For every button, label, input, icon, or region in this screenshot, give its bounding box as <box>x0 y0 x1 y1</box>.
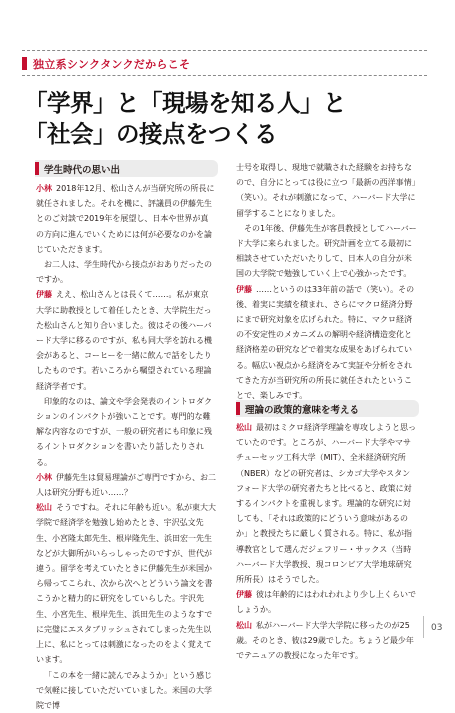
page-number-rule <box>423 616 424 638</box>
speaker-label: 伊藤 <box>236 590 252 599</box>
speaker-label: 小林 <box>36 473 52 482</box>
section-heading-1 <box>35 160 218 177</box>
page-number: 03 <box>431 623 442 633</box>
title-line-2: 「社会」の接点をつくる <box>24 115 277 149</box>
paragraph-text: 彼は年齢的にはわれわれより少し上くらいでしょうか。 <box>236 590 416 614</box>
paragraph-text: 「この本を一緒に読んでみようか」という感じで気軽に接していただいていました。米国の大学院で博 <box>36 671 212 710</box>
column-2-body-bottom <box>236 420 418 663</box>
paragraph-text: 伊藤先生は貿易理論がご専門ですから、お二人は研究分野も近い……？ <box>36 473 216 497</box>
paragraph <box>36 668 216 713</box>
paragraph <box>236 618 418 664</box>
column-2-body-top <box>236 160 418 403</box>
section-heading-text: 学生時代の思い出 <box>44 162 120 176</box>
speaker-label: 松山 <box>236 423 252 432</box>
paragraph-text: 最初はミクロ経済学理論を専攻しようと思っていたのです。ところが、ハーバード大学やマサチューセッツ工科大学（MIT）、全米経済研究所（NBER）などの研究者は、シカゴ大学やスタンフォード大学の研究者たちと比べると、政策に対するインパクトを重視します。理論的な研究に対しても、「それは政策的にどういう意味があるのか」と教授たちに厳しく質される。特に、私が指導教官として選んだジェフリー・サックス（当時ハーバード大学教授、現コロンビア大学地球研究所所長）はそうでした。 <box>236 423 416 584</box>
section-heading-marker <box>236 402 240 415</box>
section-heading-text: 理論の政策的意味を考える <box>245 402 359 416</box>
paragraph-text: その1年後、伊藤先生が客員教授としてハーバード大学に来られました。研究計画を立てる最初に相談させていただいたりして、日本人の自分が米国の大学院で勉強していく上で心強かったです。 <box>236 224 417 279</box>
paragraph <box>236 282 418 404</box>
paragraph <box>236 160 418 221</box>
speaker-label: 松山 <box>236 621 252 630</box>
section-heading-2 <box>236 400 419 417</box>
paragraph-text: ……というのは33年前の話で（笑い）。その後、着実に実績を積まれ、さらにマクロ経済分野にまで研究対象を広げられた。特に、マクロ経済の不安定性のメカニズムの解明や経済構造変化と経済格差の研究などで着実な成果をあげられている。幅広い視点から経済をみて実証や分析をされてきた方が当研究所の所長に就任されたということで、楽しみです。 <box>236 285 414 400</box>
paragraph <box>236 420 418 587</box>
kicker-text: 独立系シンクタンクだからこそ <box>33 56 190 72</box>
column-1-body <box>36 181 216 713</box>
section-heading-marker <box>35 162 39 175</box>
paragraph <box>36 394 216 470</box>
paragraph-text: 2018年12月、松山さんが当研究所の所長に就任されました。それを機に、評議員の伊藤先生とのご対談で2019年を展望し、日本や世界が真の方向に進んでいくためには何が必要なのかを論じていただきます。 <box>36 184 215 254</box>
paragraph <box>236 587 418 617</box>
speaker-label: 伊藤 <box>36 290 52 299</box>
paragraph-text: ええ、松山さんとは長くて……。私が東京大学に助教授として着任したとき、大学院生だった松山さんと知り合いました。彼はその後ハーバード大学に移るのですが、私も同大学を訪れる機会があると、コーヒーを一緒に飲んで話をしたりしたものです。若いころから嘱望されている理論経済学者です。 <box>36 290 212 390</box>
speaker-label: 小林 <box>36 184 52 193</box>
title-line-1: 「学界」と「現場を知る人」と <box>24 84 346 118</box>
speaker-label: 松山 <box>36 503 52 512</box>
paragraph <box>36 470 216 500</box>
paragraph <box>36 287 216 393</box>
paragraph-text: 印象的なのは、論文や学会発表のイントロダクションのインパクトが強いことです。専門的な難解な内容なのですが、一般の研究者にも印象に残るイントロダクションを書いたり話したりされる。 <box>36 397 212 467</box>
paragraph-text: お二人は、学生時代から接点がおありだったのですか。 <box>36 260 212 284</box>
paragraph <box>36 181 216 257</box>
kicker-accent-bar <box>22 57 27 70</box>
kicker-box <box>22 50 427 76</box>
speaker-label: 伊藤 <box>236 285 252 294</box>
paragraph-text: 士号を取得し、現地で就職された経験をお持ちなので、自分にとっては役に立つ「最新の西洋事情」（笑い）。それが刺激になって、ハーバード大学に留学することになりました。 <box>236 163 416 218</box>
paragraph <box>236 221 418 282</box>
paragraph <box>36 500 216 667</box>
paragraph <box>36 257 216 287</box>
paragraph-text: そうですね。それに年齢も近い。私が東大大学院で経済学を勉強し始めたとき、宇沢弘文先生、小宮隆太郎先生、根岸隆先生、浜田宏一先生などが大御所がいらっしゃったのですが、世代が違う。留学を考えていたときに伊藤先生が米国から帰ってこられ、次から次へとどういう論文を書こうかと精力的に研究をしていらした。宇沢先生、小宮先生、根岸先生、浜田先生のようなすでに完璧にエスタブリッシュされてしまった先生以上に、私にとっては刺激になったのをよく覚えています。 <box>36 503 216 664</box>
paragraph-text: 私がハーバード大学大学院に移ったのが25歳。そのとき、彼は29歳でした。ちょうど最少年でテニュアの教授になった年です。 <box>236 621 414 660</box>
